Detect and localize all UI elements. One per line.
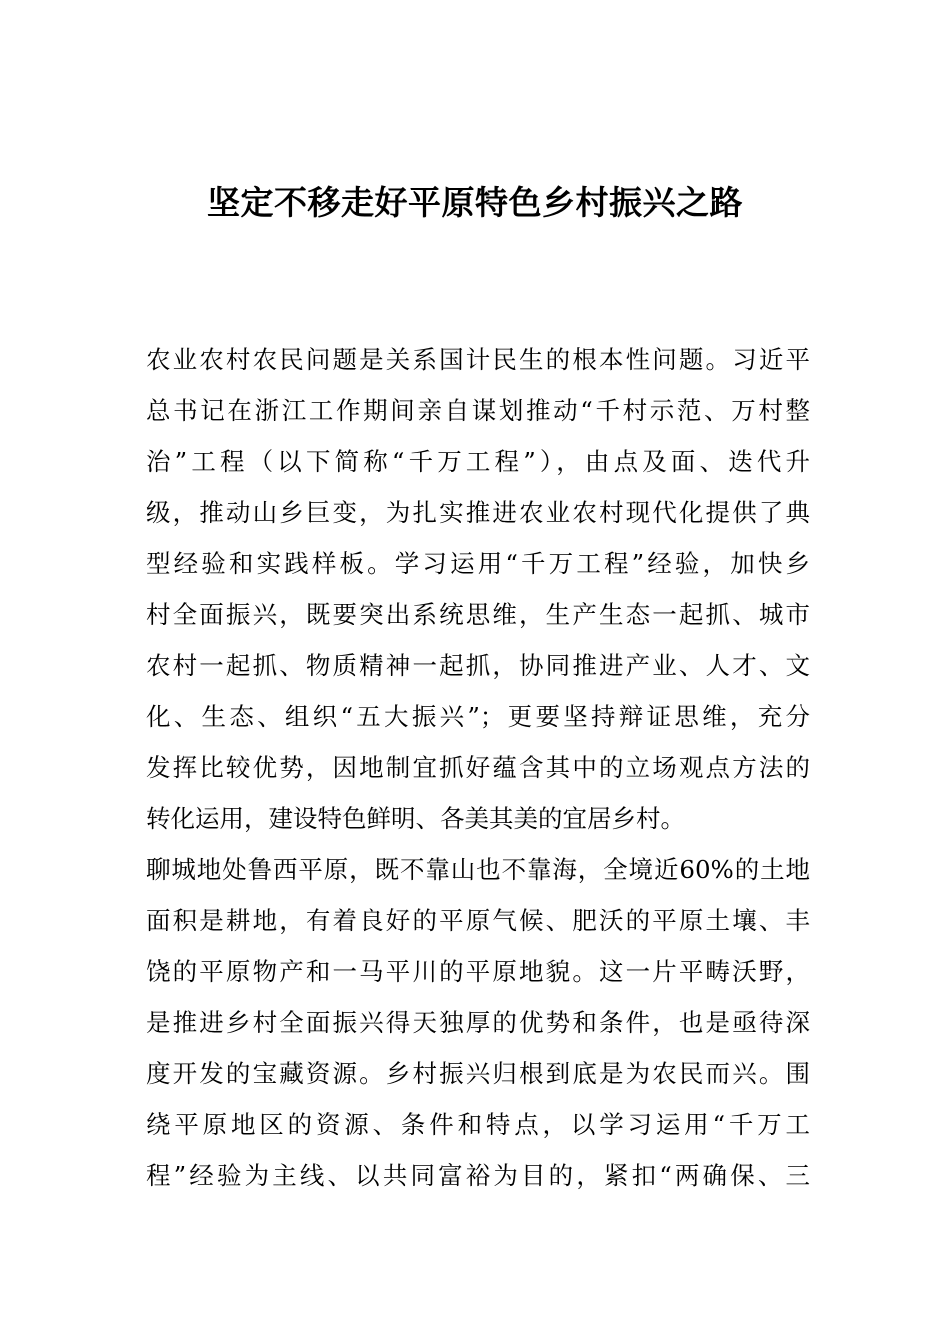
text-line: 级，推动山乡巨变，为扎实推进农业农村现代化提供了典	[146, 498, 810, 527]
text-line: 村全面振兴，既要突出系统思维，生产生态一起抓、城市	[146, 600, 810, 629]
text-line: 度开发的宝藏资源。乡村振兴归根到底是为农民而兴。围	[146, 1059, 810, 1088]
text-line: 发挥比较优势，因地制宜抓好蕴含其中的立场观点方法的	[146, 753, 810, 782]
text-line: 总书记在浙江工作期间亲自谋划推动“千村示范、万村整	[146, 396, 810, 425]
text-line: 是推进乡村全面振兴得天独厚的优势和条件，也是亟待深	[146, 1008, 810, 1037]
paragraph-1	[146, 334, 810, 844]
text-line: 饶的平原物产和一马平川的平原地貌。这一片平畴沃野，	[146, 957, 810, 986]
text-line: 型经验和实践样板。学习运用“千万工程”经验，加快乡	[146, 549, 810, 578]
document-title: 坚定不移走好平原特色乡村振兴之路	[207, 183, 743, 222]
text-line: 聊城地处鲁西平原，既不靠山也不靠海，全境近60%的土地	[146, 855, 810, 884]
text-line: 农业农村农民问题是关系国计民生的根本性问题。习近平	[146, 345, 810, 374]
text-line: 转化运用，建设特色鲜明、各美其美的宜居乡村。	[146, 804, 685, 833]
paragraph-2	[146, 844, 810, 1201]
text-line: 化、生态、组织“五大振兴”；更要坚持辩证思维，充分	[146, 702, 810, 731]
text-line: 面积是耕地，有着良好的平原气候、肥沃的平原土壤、丰	[146, 906, 810, 935]
document-body	[146, 334, 810, 1201]
text-line: 农村一起抓、物质精神一起抓，协同推进产业、人才、文	[146, 651, 810, 680]
text-line: 治”工程（以下简称“千万工程”），由点及面、迭代升	[146, 447, 810, 476]
text-line: 程”经验为主线、以共同富裕为目的，紧扣“两确保、三	[146, 1161, 810, 1190]
text-line: 绕平原地区的资源、条件和特点，以学习运用“千万工	[146, 1110, 810, 1139]
